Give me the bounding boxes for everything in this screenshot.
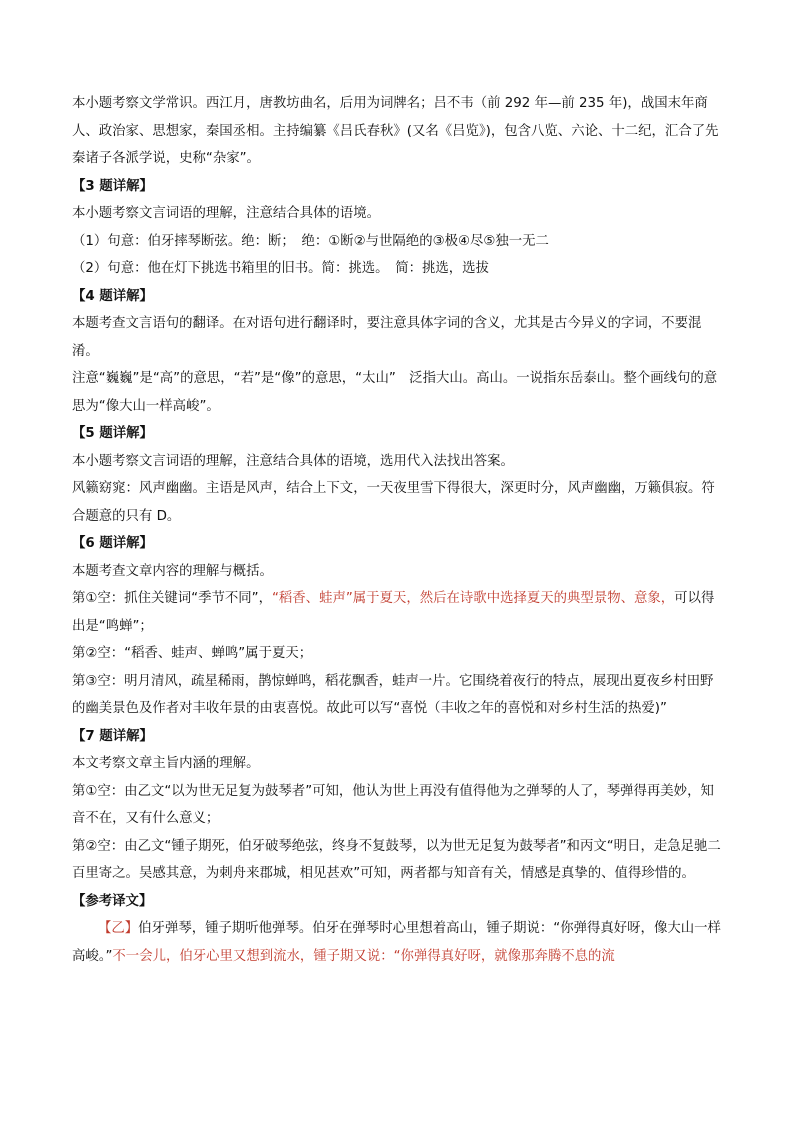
paragraph-literary-knowledge: 本小题考察文学常识。西江月，唐教坊曲名，后用为词牌名；吕不韦（前 292 年—前 235 年)，战国末年商人、政治家、思想家，秦国丞相。主持编纂《吕氏春秋》(又名《吕览》)，包含八览、六论、十二纪，汇合了先秦诸子各派学说，史称“杂家”。 (72, 96, 719, 166)
translation-text-highlight: 不一会儿，伯牙心里又想到流水，锺子期又说：“你弹得真好呀，就像那奔腾不息的流 (112, 948, 615, 964)
paragraph-q3-intro: 本小题考察文言词语的理解，注意结合具体的语境。 (72, 206, 380, 221)
paragraph-q3-item2: （2）句意：他在灯下挑选书箱里的旧书。简：挑选。 简：挑选，选拔 (72, 261, 489, 276)
heading-q6: 【6 题详解】 (72, 536, 153, 551)
paragraph-translation (72, 915, 722, 970)
paragraph-q5-detail: 风籁窈窕：风声幽幽。主语是风声，结合上下文，一天夜里雪下得很大，深更时分，风声幽幽，万籁俱寂。符合题意的只有 D。 (72, 481, 715, 524)
paragraph-q6-intro: 本题考查文章内容的理解与概括。 (72, 563, 273, 579)
paragraph-q7-blank1: 第①空：由乙文“以为世无足复为鼓琴者”可知，他认为世上再没有值得他为之弹琴的人了，琴弹得再美妙，知音不在，又有什么意义； (72, 783, 714, 826)
q6-blank1-text-end: 可以得出是“鸣蝉”； (72, 591, 715, 634)
paragraph-q4-intro: 本题考查文言语句的翻译。在对语句进行翻译时，要注意具体字词的含义，尤其是古今异义的字词，不要混淆。 (72, 316, 702, 359)
paragraph-q6-blank3: 第③空：明月清风，疏星稀雨，鹊惊蝉鸣，稻花飘香，蛙声一片。它围绕着夜行的特点，展现出夏夜乡村田野的幽美景色及作者对丰收年景的由衷喜悦。故此可以写“喜悦（丰收之年的喜悦和对乡村生活的热爱)” (72, 673, 714, 716)
paragraph-q7-blank2: 第②空：由乙文“锺子期死，伯牙破琴绝弦，终身不复鼓琴，以为世无足复为鼓琴者”和丙文“明日，走急足驰二百里寄之。吴感其意，为刺舟来郡城，相见甚欢”可知，两者都与知音有关，情感是真挚的、值得珍惜的。 (72, 838, 721, 881)
paragraph-q4-note: 注意“巍巍”是“高”的意思，“若”是“像”的意思，“太山” 泛指大山。高山。一说指东岳泰山。整个画线句的意思为“像大山一样高峻”。 (72, 371, 718, 414)
paragraph-q7-intro: 本文考察文章主旨内涵的理解。 (72, 756, 260, 771)
paragraph-q6-blank2: 第②空：“稻香、蛙声、蝉鸣”属于夏天； (72, 646, 313, 661)
paragraph-q6-blank1 (72, 585, 722, 640)
q6-blank1-highlight: “稻香、蛙声”属于夏天，然后在诗歌中选择夏天的典型景物、意象， (271, 591, 675, 606)
heading-reference-translation: 【参考译文】 (72, 893, 153, 909)
paragraph-q3-item1: （1）句意：伯牙摔琴断弦。绝：断； 绝：①断②与世隔绝的③极④尽⑤独一无二 (72, 233, 549, 249)
heading-q5: 【5 题详解】 (72, 426, 153, 441)
paragraph-q5-intro: 本小题考察文言词语的理解，注意结合具体的语境，选用代入法找出答案。 (72, 453, 514, 469)
document-body (72, 90, 722, 970)
heading-q4: 【4 题详解】 (72, 288, 153, 304)
heading-q7: 【7 题详解】 (72, 728, 153, 744)
heading-q3: 【3 题详解】 (72, 178, 153, 194)
translation-label-yi: 【乙】 (98, 921, 139, 936)
translation-text: 伯牙弹琴，锺子期听他弹琴。伯牙在弹琴时心里想着高山，锺子期说：“你弹得真好呀，像大山一样高峻。” (72, 921, 721, 964)
q6-blank1-text: 第①空：抓住关键词“季节不同”， (72, 591, 272, 606)
